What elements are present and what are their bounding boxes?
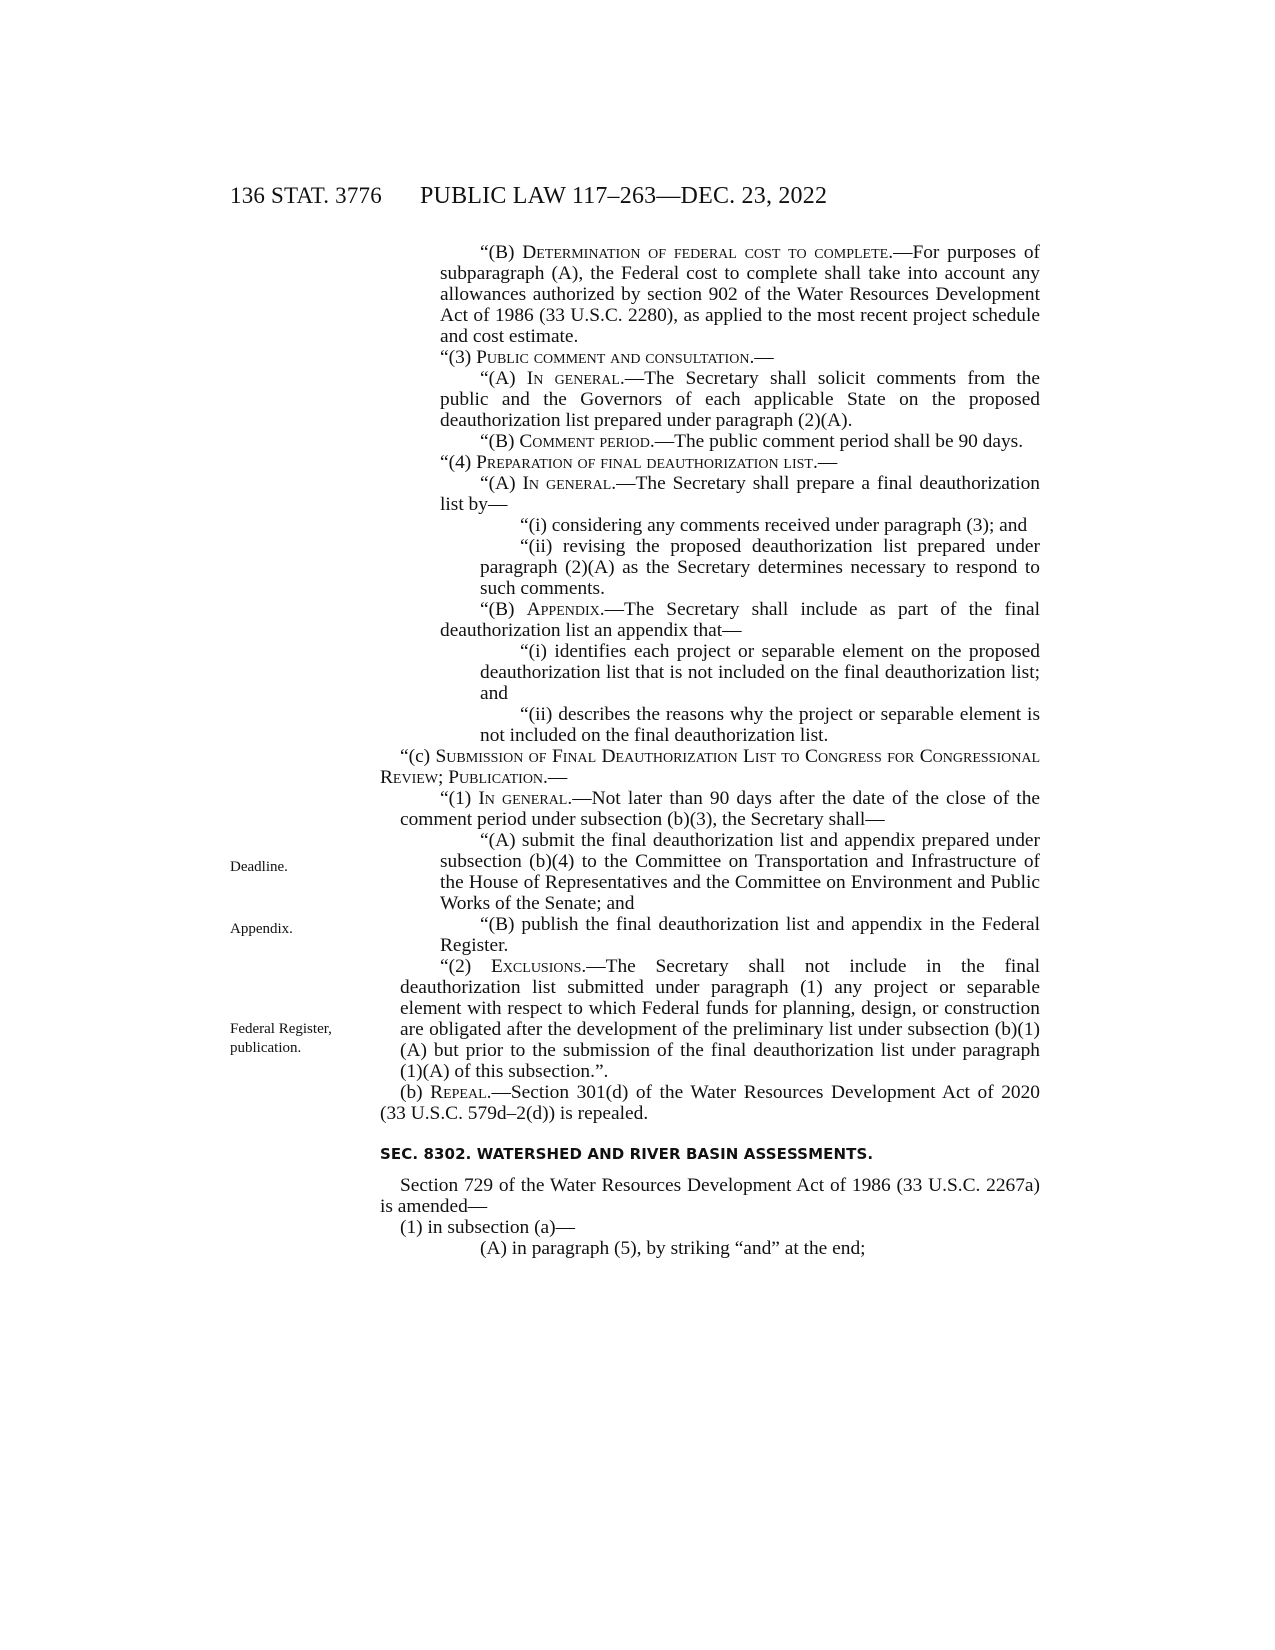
margin-note-appendix: Appendix. — [230, 921, 293, 937]
document-body — [380, 242, 1040, 1259]
section-item-1: (1) in subsection (a)— — [400, 1217, 576, 1238]
para-2-exclusions: “(2) Exclusions.—The Secretary shall not include in the final deauthorization list submitted under paragraph (1) any project or separable element with respect to which Federal funds for planning, design, or construction are obligated after the development of the preliminary list under subsection (b)(1)(A) but prior to the submission of the final deauthorization list under paragraph (1)(A) of this subsection.”. — [400, 956, 1040, 1082]
subsection-b-repeal: (b) Repeal.—Section 301(d) of the Water Resources Development Act of 2020 (33 U.S.C. 579d–2(d)) is repealed. — [380, 1082, 1040, 1124]
para-a-prepare-final: “(A) In general.—The Secretary shall prepare a final deauthorization list by— — [440, 473, 1041, 515]
clause-i-considering: “(i) considering any comments received under paragraph (3); and — [520, 515, 1028, 536]
para-1-in-general: “(1) In general.—Not later than 90 days after the date of the close of the comment period under subsection (b)(3), the Secretary shall— — [400, 788, 1040, 830]
subsection-c-submission: “(c) Submission of Final Deauthorization List to Congress for Congressional Review; Publication.— — [380, 746, 1040, 788]
running-header: PUBLIC LAW 117–263—DEC. 23, 2022 — [420, 183, 828, 209]
section-heading: SEC. 8302. WATERSHED AND RIVER BASIN ASSESSMENTS. — [380, 1145, 874, 1163]
clause-ii-revising: “(ii) revising the proposed deauthorization list prepared under paragraph (2)(A) as the Secretary determines necessary to respond to such comments. — [480, 536, 1040, 599]
subpara-b-publish: “(B) publish the final deauthorization list and appendix in the Federal Register. — [440, 914, 1040, 956]
margin-note-federal-register: Federal Register, publication. — [230, 1021, 332, 1056]
para-b-appendix: “(B) Appendix.—The Secretary shall include as part of the final deauthorization list an appendix that— — [440, 599, 1040, 641]
para-4-preparation: “(4) Preparation of final deauthorization list.— — [440, 452, 838, 473]
clause-i-identifies: “(i) identifies each project or separable element on the proposed deauthorization list that is not included on the final deauthorization list; and — [480, 641, 1040, 704]
para-b-determination: “(B) Determination of federal cost to complete.—For purposes of subparagraph (A), the Federal cost to complete shall take into account any allowances authorized by section 902 of the Water Resources Development Act of 1986 (33 U.S.C. 2280), as applied to the most recent project schedule and cost estimate. — [440, 242, 1040, 347]
clause-ii-describes: “(ii) describes the reasons why the project or separable element is not included on the final deauthorization list. — [480, 704, 1040, 746]
subpara-a-submit: “(A) submit the final deauthorization list and appendix prepared under subsection (b)(4) to the Committee on Transportation and Infrastructure of the House of Representatives and the Committee on Environment and Public Works of the Senate; and — [440, 830, 1040, 914]
para-b-comment-period: “(B) Comment period.—The public comment period shall be 90 days. — [480, 431, 1024, 452]
para-a-in-general: “(A) In general.—The Secretary shall solicit comments from the public and the Governors of each applicable State on the proposed deauthorization list prepared under paragraph (2)(A). — [440, 368, 1041, 431]
section-intro: Section 729 of the Water Resources Development Act of 1986 (33 U.S.C. 2267a) is amended— — [380, 1175, 1040, 1217]
page-stat-citation: 136 STAT. 3776 — [230, 183, 382, 208]
para-3-public-comment: “(3) Public comment and consultation.— — [440, 347, 774, 368]
section-item-2: (A) in paragraph (5), by striking “and” at the end; — [480, 1238, 866, 1259]
margin-note-deadline: Deadline. — [230, 859, 288, 875]
